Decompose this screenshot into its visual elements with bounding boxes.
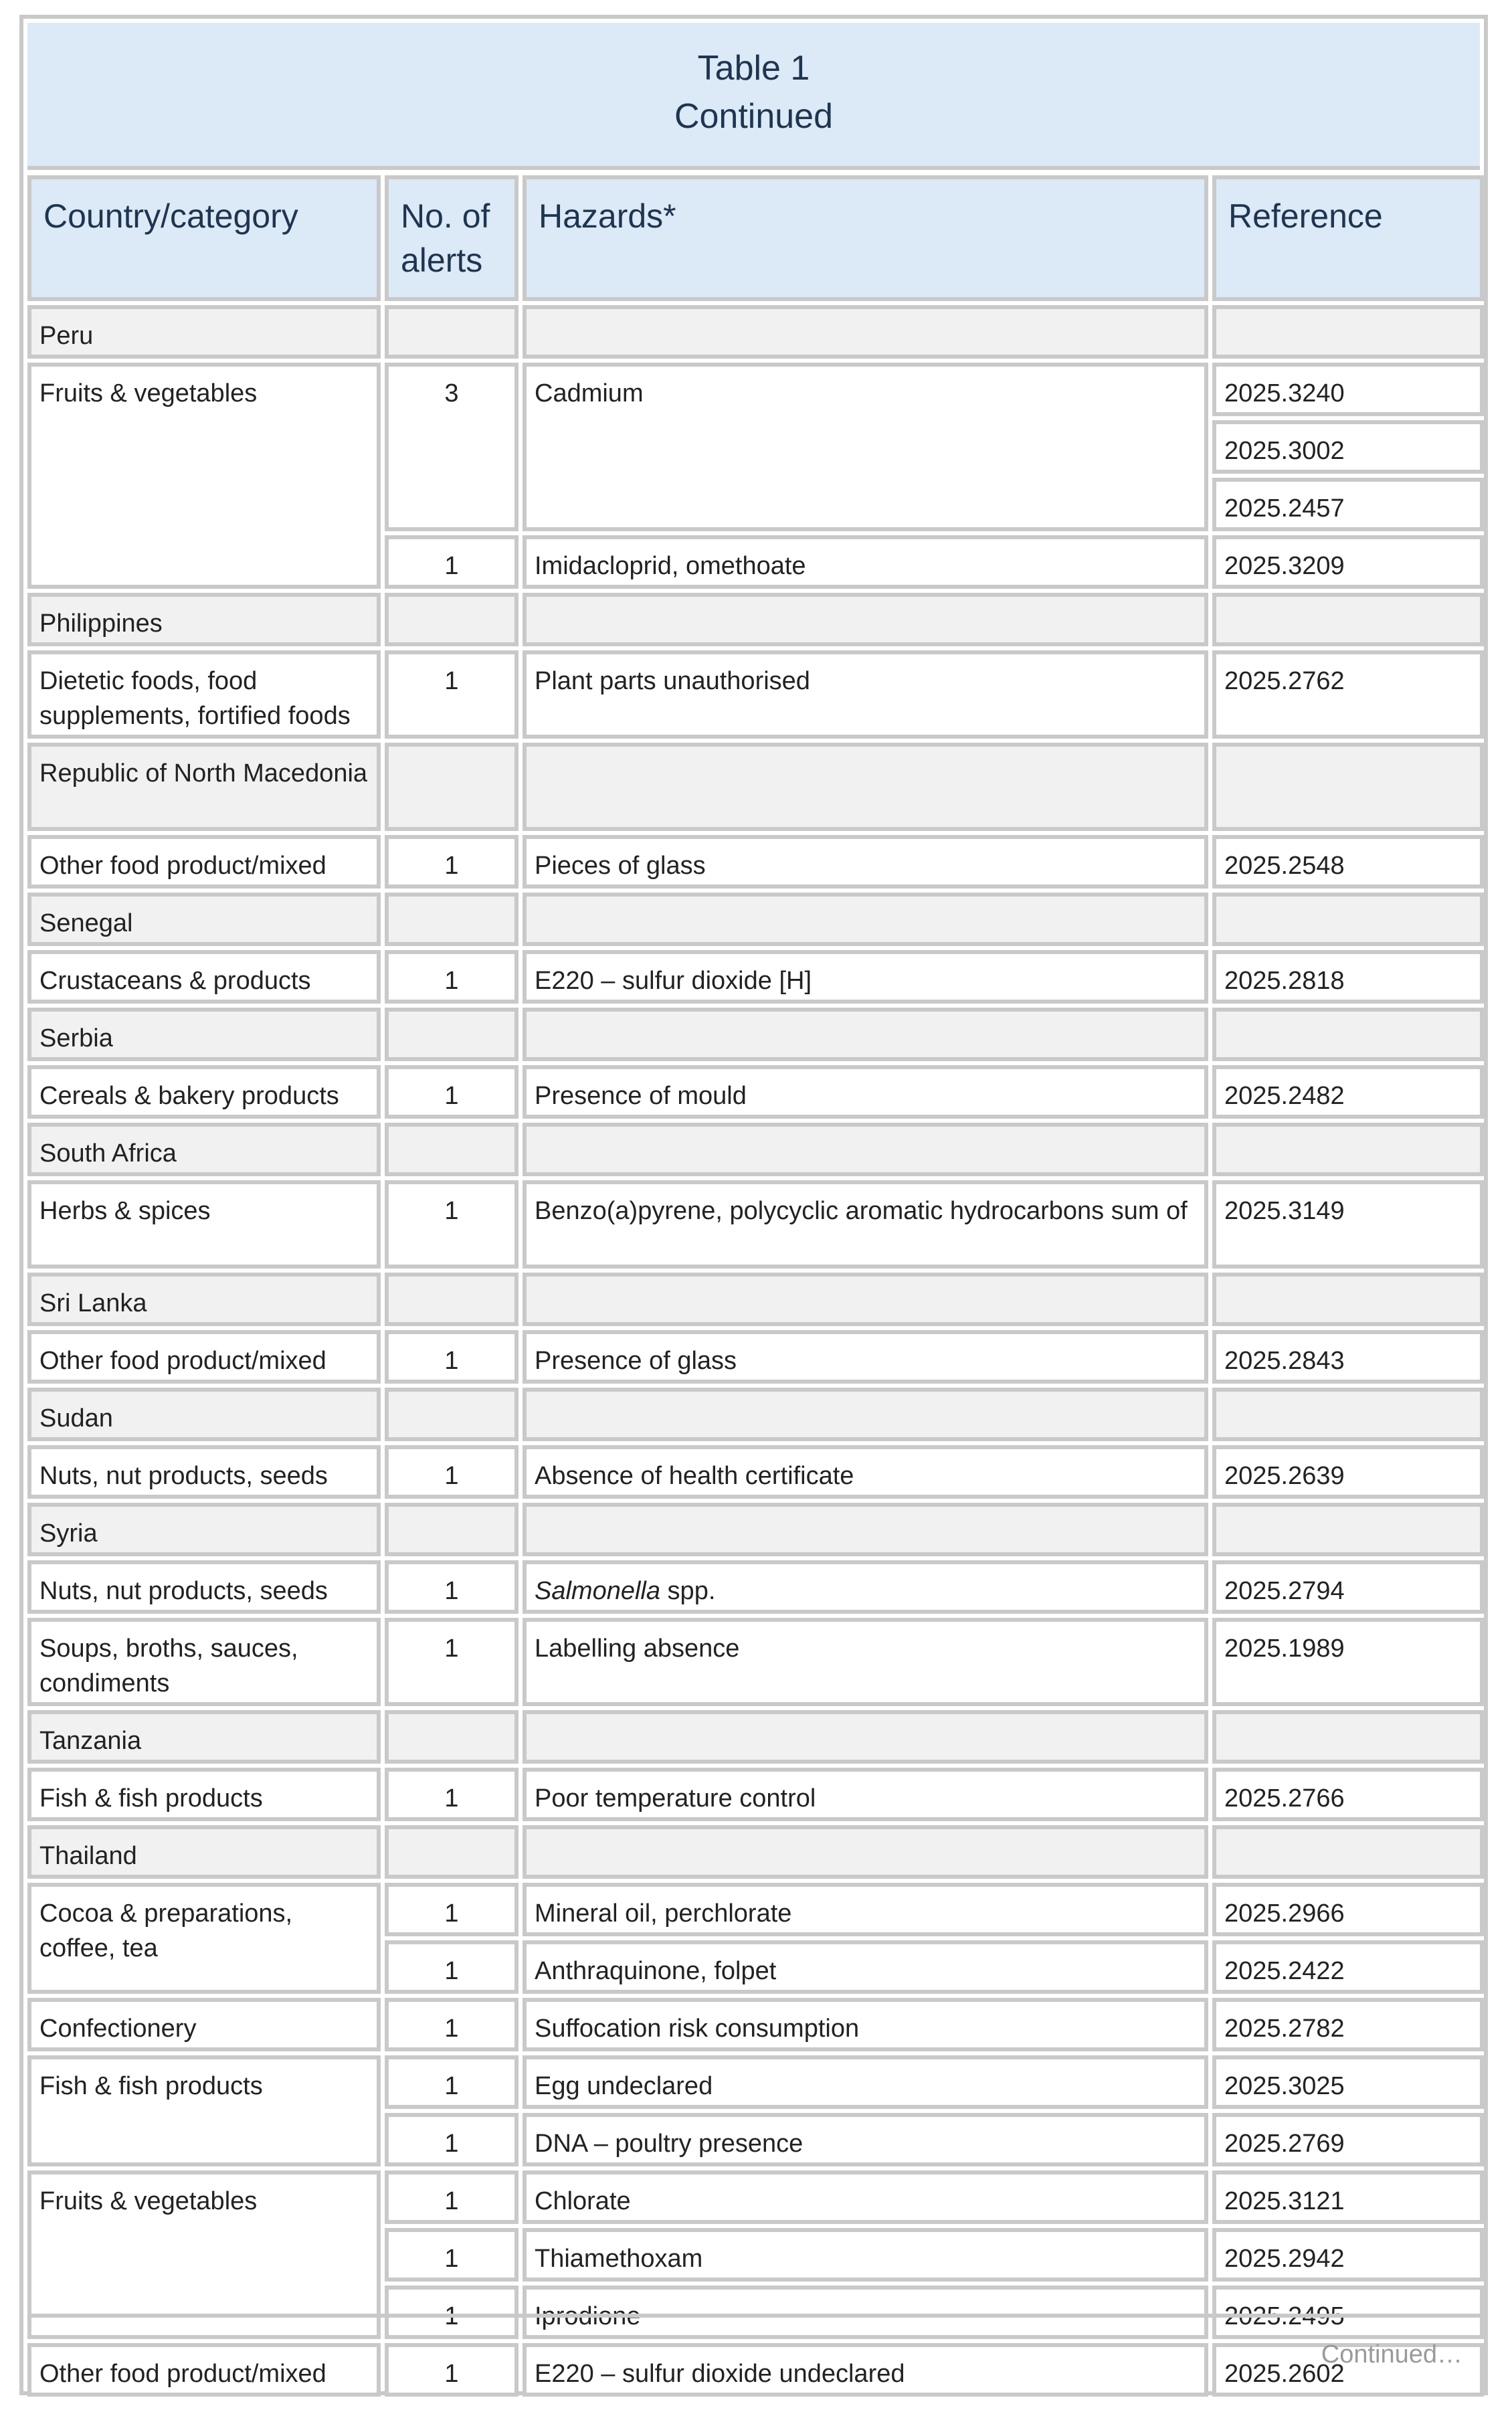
hazard-suffix: spp. bbox=[660, 1577, 716, 1605]
empty-cell bbox=[385, 593, 518, 646]
alert-count-cell: 1 bbox=[385, 535, 518, 589]
category-cell: Fruits & vegetables bbox=[27, 363, 381, 589]
table-row bbox=[27, 1883, 1484, 1936]
hazard-cell: Plant parts unauthorised bbox=[523, 650, 1208, 739]
country-row bbox=[27, 1503, 1484, 1556]
table-title-line2: Continued bbox=[674, 97, 834, 136]
table-row bbox=[27, 650, 1484, 739]
reference-cell: 2025.3209 bbox=[1212, 535, 1484, 589]
category-cell: Other food product/mixed bbox=[27, 835, 381, 889]
alert-count-cell: 1 bbox=[385, 1445, 518, 1499]
hazard-cell: Suffocation risk consumption bbox=[523, 1998, 1208, 2051]
hazard-cell: Pieces of glass bbox=[523, 835, 1208, 889]
category-cell: Fruits & vegetables bbox=[27, 2170, 381, 2339]
alert-count-cell: 1 bbox=[385, 1998, 518, 2051]
header-reference: Reference bbox=[1212, 175, 1484, 301]
alert-count-cell: 1 bbox=[385, 650, 518, 739]
alert-count-cell: 1 bbox=[385, 950, 518, 1004]
hazard-cell: Thiamethoxam bbox=[523, 2228, 1208, 2282]
reference-cell: 2025.2769 bbox=[1212, 2113, 1484, 2166]
reference-cell: 2025.2602 bbox=[1212, 2343, 1484, 2397]
table-row bbox=[27, 363, 1484, 416]
hazard-cell: Presence of glass bbox=[523, 1330, 1208, 1384]
hazard-cell: Egg undeclared bbox=[523, 2055, 1208, 2109]
hazard-cell bbox=[523, 1560, 1208, 1614]
country-name: Republic of North Macedonia bbox=[27, 743, 381, 831]
reference-cell: 2025.2482 bbox=[1212, 1065, 1484, 1119]
reference-cell: 2025.2766 bbox=[1212, 1768, 1484, 1821]
country-row bbox=[27, 743, 1484, 831]
table-row bbox=[27, 2055, 1484, 2109]
reference-cell: 2025.2762 bbox=[1212, 650, 1484, 739]
country-row bbox=[27, 593, 1484, 646]
alert-count-cell: 3 bbox=[385, 363, 518, 531]
reference-cell: 2025.2942 bbox=[1212, 2228, 1484, 2282]
hazard-cell: DNA – poultry presence bbox=[523, 2113, 1208, 2166]
alert-count-cell: 1 bbox=[385, 2343, 518, 2397]
country-row bbox=[27, 1273, 1484, 1326]
hazard-organism: Salmonella bbox=[535, 1577, 660, 1605]
reference-cell: 2025.2782 bbox=[1212, 1998, 1484, 2051]
reference-cell: 2025.2843 bbox=[1212, 1330, 1484, 1384]
category-cell: Fish & fish products bbox=[27, 1768, 381, 1821]
hazard-cell: Anthraquinone, folpet bbox=[523, 1940, 1208, 1994]
empty-cell bbox=[385, 1503, 518, 1556]
table-row bbox=[27, 1618, 1484, 1706]
alert-count-cell: 1 bbox=[385, 2055, 518, 2109]
reference-cell: 2025.2548 bbox=[1212, 835, 1484, 889]
empty-cell bbox=[523, 1273, 1208, 1326]
reference-cell: 2025.2457 bbox=[1212, 478, 1484, 531]
alert-count-cell: 1 bbox=[385, 1560, 518, 1614]
table-row bbox=[27, 1180, 1484, 1269]
category-cell: Crustaceans & products bbox=[27, 950, 381, 1004]
data-table bbox=[23, 171, 1488, 2401]
reference-cell: 2025.3149 bbox=[1212, 1180, 1484, 1269]
country-name: Senegal bbox=[27, 893, 381, 946]
empty-cell bbox=[1212, 593, 1484, 646]
country-name: Serbia bbox=[27, 1008, 381, 1061]
empty-cell bbox=[1212, 1008, 1484, 1061]
country-row bbox=[27, 1008, 1484, 1061]
table-title-line1: Table 1 bbox=[697, 49, 810, 88]
alert-count-cell: 1 bbox=[385, 1180, 518, 1269]
category-cell: Dietetic foods, food supplements, fortified foods bbox=[27, 650, 381, 739]
country-name: Sudan bbox=[27, 1388, 381, 1441]
country-row bbox=[27, 1123, 1484, 1176]
alert-count-cell: 1 bbox=[385, 1618, 518, 1706]
category-cell: Cereals & bakery products bbox=[27, 1065, 381, 1119]
category-cell: Fish & fish products bbox=[27, 2055, 381, 2166]
country-name: Tanzania bbox=[27, 1710, 381, 1764]
empty-cell bbox=[523, 893, 1208, 946]
alert-count-cell: 1 bbox=[385, 2286, 518, 2339]
country-row bbox=[27, 1388, 1484, 1441]
reference-cell: 2025.3025 bbox=[1212, 2055, 1484, 2109]
alert-count-cell: 1 bbox=[385, 2113, 518, 2166]
hazard-cell: E220 – sulfur dioxide undeclared bbox=[523, 2343, 1208, 2397]
empty-cell bbox=[523, 1123, 1208, 1176]
empty-cell bbox=[523, 593, 1208, 646]
empty-cell bbox=[523, 305, 1208, 359]
country-name: South Africa bbox=[27, 1123, 381, 1176]
empty-cell bbox=[1212, 743, 1484, 831]
country-row bbox=[27, 1710, 1484, 1764]
reference-cell: 2025.2966 bbox=[1212, 1883, 1484, 1936]
empty-cell bbox=[385, 1388, 518, 1441]
table-row bbox=[27, 1998, 1484, 2051]
table-row bbox=[27, 2170, 1484, 2224]
alert-count-cell: 1 bbox=[385, 2170, 518, 2224]
hazard-cell: Chlorate bbox=[523, 2170, 1208, 2224]
alert-count-cell: 1 bbox=[385, 1065, 518, 1119]
continued-note: Continued… bbox=[27, 2314, 1480, 2387]
category-cell: Confectionery bbox=[27, 1998, 381, 2051]
empty-cell bbox=[523, 1388, 1208, 1441]
country-name: Syria bbox=[27, 1503, 381, 1556]
category-cell: Nuts, nut products, seeds bbox=[27, 1560, 381, 1614]
table-row bbox=[27, 1330, 1484, 1384]
header-country: Country/category bbox=[27, 175, 381, 301]
reference-cell: 2025.2495 bbox=[1212, 2286, 1484, 2339]
table-container bbox=[19, 15, 1488, 2395]
table-row bbox=[27, 950, 1484, 1004]
reference-cell: 2025.2794 bbox=[1212, 1560, 1484, 1614]
empty-cell bbox=[385, 743, 518, 831]
country-row bbox=[27, 893, 1484, 946]
alert-count-cell: 1 bbox=[385, 1940, 518, 1994]
reference-cell: 2025.3002 bbox=[1212, 420, 1484, 474]
hazard-cell: Labelling absence bbox=[523, 1618, 1208, 1706]
empty-cell bbox=[385, 893, 518, 946]
hazard-cell: Absence of health certificate bbox=[523, 1445, 1208, 1499]
country-name: Sri Lanka bbox=[27, 1273, 381, 1326]
hazard-cell: Poor temperature control bbox=[523, 1768, 1208, 1821]
table-row bbox=[27, 1560, 1484, 1614]
empty-cell bbox=[523, 1710, 1208, 1764]
category-cell: Soups, broths, sauces, condiments bbox=[27, 1618, 381, 1706]
empty-cell bbox=[523, 1008, 1208, 1061]
reference-cell: 2025.1989 bbox=[1212, 1618, 1484, 1706]
empty-cell bbox=[385, 305, 518, 359]
alert-count-cell: 1 bbox=[385, 2228, 518, 2282]
empty-cell bbox=[1212, 1123, 1484, 1176]
alert-count-cell: 1 bbox=[385, 1330, 518, 1384]
alert-count-cell: 1 bbox=[385, 1883, 518, 1936]
empty-cell bbox=[385, 1710, 518, 1764]
empty-cell bbox=[385, 1123, 518, 1176]
hazard-cell: Iprodione bbox=[523, 2286, 1208, 2339]
table-title bbox=[27, 23, 1480, 170]
empty-cell bbox=[1212, 1825, 1484, 1879]
empty-cell bbox=[1212, 1503, 1484, 1556]
category-cell: Herbs & spices bbox=[27, 1180, 381, 1269]
reference-cell: 2025.3121 bbox=[1212, 2170, 1484, 2224]
header-hazards: Hazards* bbox=[523, 175, 1208, 301]
country-row bbox=[27, 1825, 1484, 1879]
empty-cell bbox=[523, 743, 1208, 831]
empty-cell bbox=[523, 1825, 1208, 1879]
country-name: Thailand bbox=[27, 1825, 381, 1879]
category-cell: Other food product/mixed bbox=[27, 2343, 381, 2397]
empty-cell bbox=[385, 1008, 518, 1061]
reference-cell: 2025.2422 bbox=[1212, 1940, 1484, 1994]
hazard-cell: Cadmium bbox=[523, 363, 1208, 531]
hazard-cell: Imidacloprid, omethoate bbox=[523, 535, 1208, 589]
table-row bbox=[27, 1445, 1484, 1499]
alert-count-cell: 1 bbox=[385, 835, 518, 889]
reference-cell: 2025.2639 bbox=[1212, 1445, 1484, 1499]
category-cell: Other food product/mixed bbox=[27, 1330, 381, 1384]
hazard-cell: Presence of mould bbox=[523, 1065, 1208, 1119]
table-row bbox=[27, 835, 1484, 889]
empty-cell bbox=[385, 1273, 518, 1326]
empty-cell bbox=[1212, 1273, 1484, 1326]
empty-cell bbox=[385, 1825, 518, 1879]
empty-cell bbox=[1212, 305, 1484, 359]
country-name: Peru bbox=[27, 305, 381, 359]
table-row bbox=[27, 1768, 1484, 1821]
empty-cell bbox=[523, 1503, 1208, 1556]
header-alerts: No. of alerts bbox=[385, 175, 518, 301]
table-row bbox=[27, 1065, 1484, 1119]
reference-cell: 2025.3240 bbox=[1212, 363, 1484, 416]
empty-cell bbox=[1212, 893, 1484, 946]
category-cell: Nuts, nut products, seeds bbox=[27, 1445, 381, 1499]
hazard-cell: Benzo(a)pyrene, polycyclic aromatic hydrocarbons sum of bbox=[523, 1180, 1208, 1269]
country-row bbox=[27, 305, 1484, 359]
header-row bbox=[27, 175, 1484, 301]
country-name: Philippines bbox=[27, 593, 381, 646]
hazard-cell: Mineral oil, perchlorate bbox=[523, 1883, 1208, 1936]
alert-count-cell: 1 bbox=[385, 1768, 518, 1821]
hazard-cell: E220 – sulfur dioxide [H] bbox=[523, 950, 1208, 1004]
empty-cell bbox=[1212, 1710, 1484, 1764]
reference-cell: 2025.2818 bbox=[1212, 950, 1484, 1004]
category-cell: Cocoa & preparations, coffee, tea bbox=[27, 1883, 381, 1994]
empty-cell bbox=[1212, 1388, 1484, 1441]
